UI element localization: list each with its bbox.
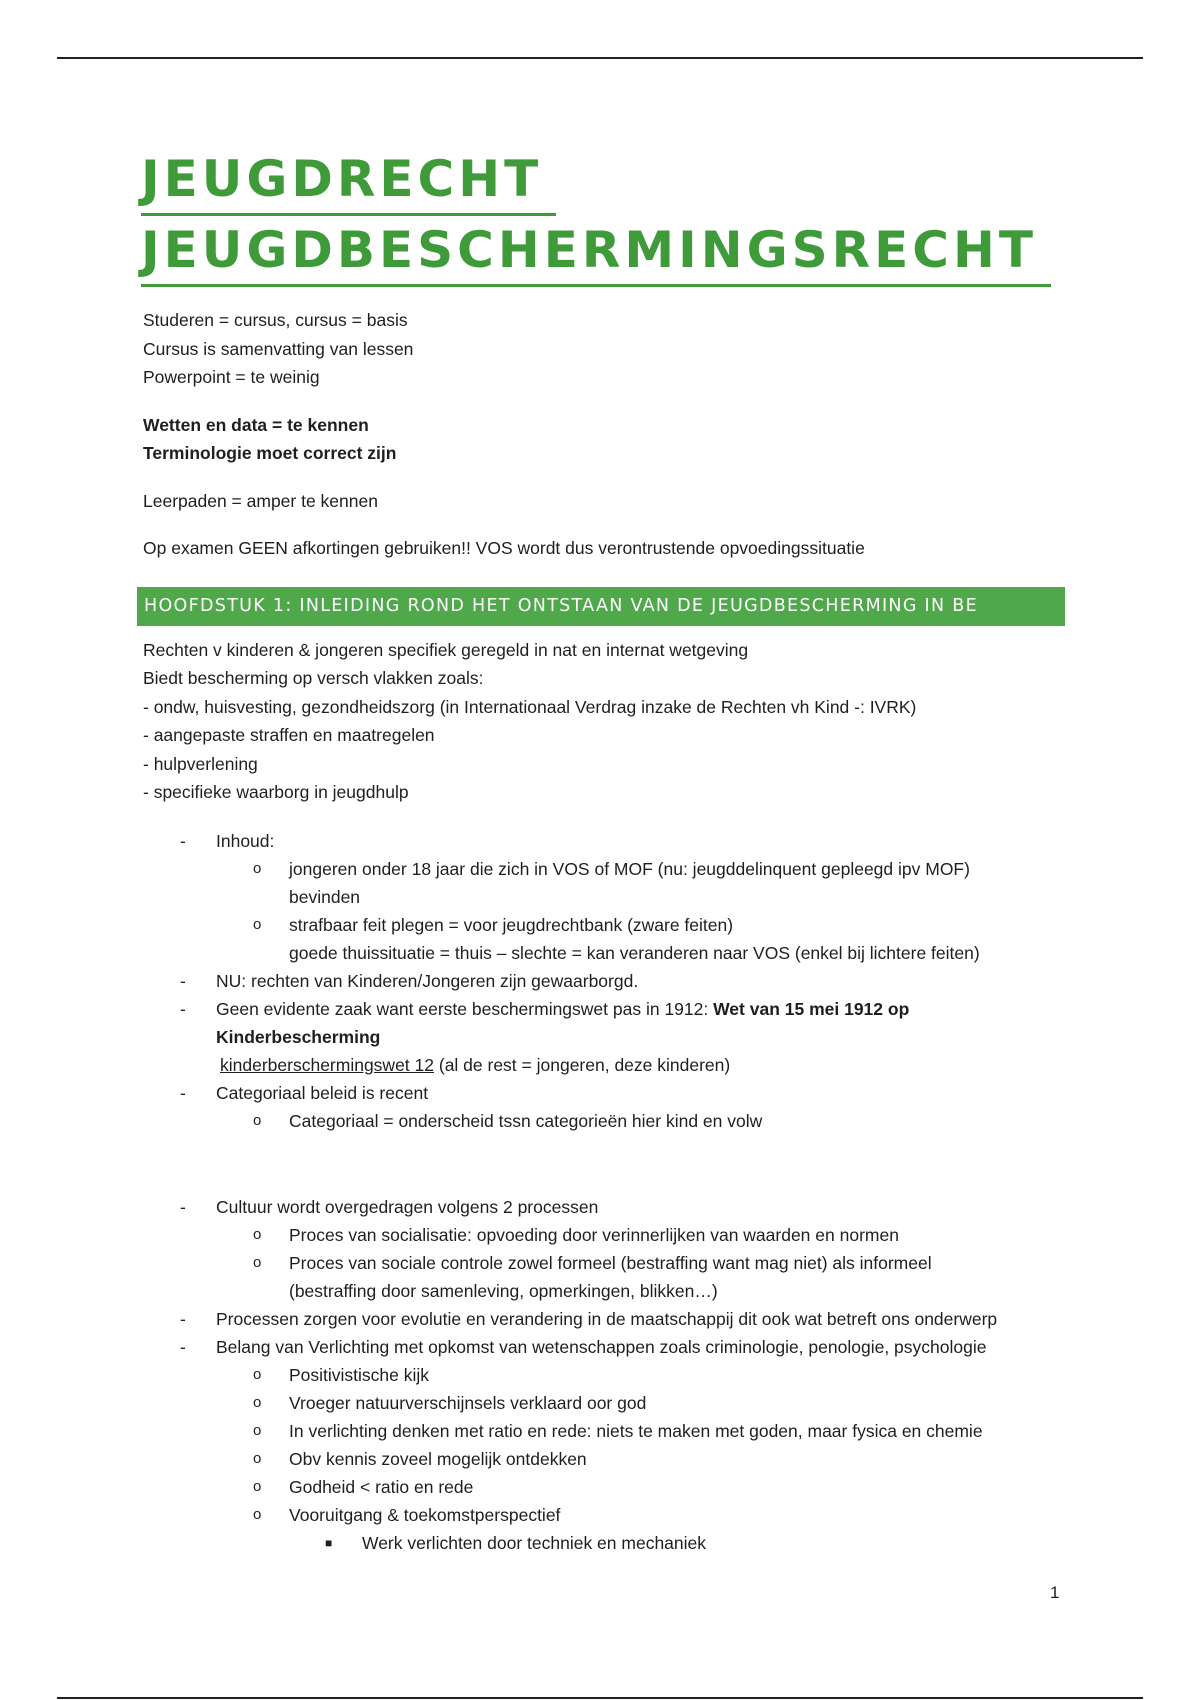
law-title-continuation: Kinderbescherming — [216, 1026, 381, 1047]
dash-bullet: - — [180, 998, 186, 1019]
circle-bullet: o — [253, 1393, 262, 1411]
document-body — [143, 145, 1063, 1557]
title-line-2: JEUGDBESCHERMINGSRECHT — [141, 216, 1051, 287]
leerpaden-line: Leerpaden = amper te kennen — [143, 490, 378, 511]
list-item: - Processen zorgen voor evolutie en verandering in de maatschappij dit ook wat betreft ons onderwerp — [143, 1305, 1063, 1333]
dash-bullet: - — [180, 830, 186, 851]
list-subsubitem: ■ Werk verlichten door techniek en mechaniek — [143, 1529, 1063, 1557]
document-title — [141, 145, 1063, 287]
dash-bullet: - — [180, 1308, 186, 1329]
list-subitem: o jongeren onder 18 jaar die zich in VOS of MOF (nu: jeugddelinquent gepleegd ipv MOF) — [143, 855, 1063, 883]
circle-bullet: o — [253, 1421, 262, 1439]
list-subitem: o Godheid < ratio en rede — [143, 1473, 1063, 1501]
chapter-heading: HOOFDSTUK 1: INLEIDING ROND HET ONTSTAAN VAN DE JEUGDBESCHERMING IN BE — [137, 587, 1065, 626]
list-subitem: o strafbaar feit plegen = voor jeugdrechtbank (zware feiten) — [143, 911, 1063, 939]
list-subitem: o Proces van sociale controle zowel formeel (bestraffing want mag niet) als informeel — [143, 1249, 1063, 1277]
dash-bullet: - — [180, 1336, 186, 1357]
list-subitem: o Obv kennis zoveel mogelijk ontdekken — [143, 1445, 1063, 1473]
intro-line: Cursus is samenvatting van lessen — [143, 338, 414, 359]
circle-bullet: o — [253, 1505, 262, 1523]
chapter-para-line: - ondw, huisvesting, gezondheidszorg (in Internationaal Verdrag inzake de Rechten vh Kind -: IVRK) — [143, 696, 917, 717]
intro-bold-line: Wetten en data = te kennen — [143, 414, 369, 435]
circle-bullet: o — [253, 1253, 262, 1271]
dash-bullet: - — [180, 1196, 186, 1217]
chapter-para-line: Biedt bescherming op versch vlakken zoals: — [143, 668, 484, 688]
list-subitem: o Vooruitgang & toekomstperspectief — [143, 1501, 1063, 1529]
circle-bullet: o — [253, 1449, 262, 1467]
circle-bullet: o — [253, 1365, 262, 1383]
list-item-continuation: kinderberschermingswet 12 (al de rest = jongeren, deze kinderen) — [220, 1054, 731, 1075]
list-item: - Belang van Verlichting met opkomst van wetenschappen zoals criminologie, penologie, psychologie — [143, 1333, 1063, 1361]
list-subitem: o Vroeger natuurverschijnsels verklaard oor god — [143, 1389, 1063, 1417]
header-rule — [57, 57, 1143, 59]
intro-line: Powerpoint = te weinig — [143, 367, 320, 387]
chapter-para-line: - hulpverlening — [143, 753, 258, 774]
list-subitem-continuation: (bestraffing door samenleving, opmerkingen, blikken…) — [289, 1280, 718, 1301]
intro-line: Studeren = cursus, cursus = basis — [143, 310, 408, 330]
circle-bullet: o — [253, 1225, 262, 1243]
footer-rule — [57, 1697, 1143, 1699]
list-subitem: o Categoriaal = onderscheid tssn categorieën hier kind en volw — [143, 1107, 1063, 1135]
page-number: 1 — [1050, 1583, 1060, 1602]
underlined-term: kinderberschermingswet 12 — [220, 1054, 434, 1075]
list-item: - Cultuur wordt overgedragen volgens 2 processen — [143, 1193, 1063, 1221]
list-subitem: o In verlichting denken met ratio en rede: niets te maken met goden, maar fysica en chemie — [143, 1417, 1063, 1445]
dash-bullet: - — [180, 970, 186, 991]
intro-bold-line: Terminologie moet correct zijn — [143, 443, 397, 463]
list-item: - Geen evidente zaak want eerste beschermingswet pas in 1912: Wet van 15 mei 1912 op — [143, 995, 1063, 1023]
square-bullet: ■ — [325, 1535, 333, 1550]
list-item: - Inhoud: — [143, 827, 1063, 855]
chapter-para-line: Rechten v kinderen & jongeren specifiek geregeld in nat en internat wetgeving — [143, 639, 749, 660]
chapter-para-line: - specifieke waarborg in jeugdhulp — [143, 782, 409, 802]
list-subitem-continuation: bevinden — [289, 886, 361, 907]
circle-bullet: o — [253, 915, 262, 933]
list-subitem: o Proces van socialisatie: opvoeding door verinnerlijken van waarden en normen — [143, 1221, 1063, 1249]
list-subitem: o Positivistische kijk — [143, 1361, 1063, 1389]
law-title: Wet van 15 mei 1912 op — [713, 998, 910, 1019]
list-item: - Categoriaal beleid is recent — [143, 1079, 1063, 1107]
chapter-para-line: - aangepaste straffen en maatregelen — [143, 725, 435, 745]
list-subitem-continuation: goede thuissituatie = thuis – slechte = kan veranderen naar VOS (enkel bij lichtere feiten) — [289, 942, 980, 963]
exam-note: Op examen GEEN afkortingen gebruiken!! VOS wordt dus verontrustende opvoedingssituatie — [143, 538, 865, 558]
title-line-1: JEUGDRECHT — [141, 145, 556, 216]
dash-bullet: - — [180, 1082, 186, 1103]
circle-bullet: o — [253, 1477, 262, 1495]
circle-bullet: o — [253, 859, 262, 877]
list-item: - NU: rechten van Kinderen/Jongeren zijn gewaarborgd. — [143, 967, 1063, 995]
circle-bullet: o — [253, 1111, 262, 1129]
